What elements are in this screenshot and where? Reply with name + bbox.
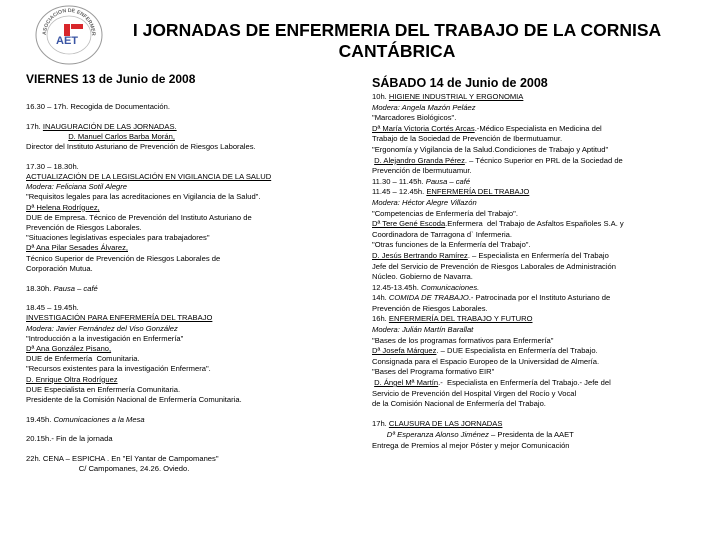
schedule-text: 20.15h.- Fin de la jornada <box>26 434 113 444</box>
schedule-line <box>26 132 346 142</box>
schedule-line <box>26 464 346 474</box>
schedule-text: 18.45 – 19.45h. <box>26 303 79 313</box>
schedule-line <box>26 354 346 364</box>
title-line-2: CANTÁBRICA <box>338 41 456 61</box>
schedule-text: D. Jesús Bertrando Ramírez <box>372 250 468 260</box>
schedule-text: 11.45 – 12.45h. <box>372 187 427 197</box>
schedule-text: D. Alejandro Granda Pérez <box>374 155 465 165</box>
schedule-line <box>372 283 717 294</box>
schedule-text: .- Patrocinada por el Instituto Asturiano de <box>468 293 611 303</box>
schedule-line <box>26 334 346 344</box>
friday-column <box>26 72 346 475</box>
schedule-line <box>26 395 346 405</box>
schedule-text: COMIDA DE TRABAJO <box>388 293 469 303</box>
schedule-line <box>372 166 717 177</box>
spacer <box>26 425 346 435</box>
friday-heading: VIERNES 13 de Junio de 2008 <box>26 72 196 86</box>
schedule-line <box>26 254 346 264</box>
schedule-text: 12.45-13.45h. <box>372 282 421 292</box>
schedule-text: "Bases de los programas formativos para Enfermería" <box>372 335 554 345</box>
schedule-line <box>372 209 717 220</box>
schedule-text: Pausa – café <box>53 283 98 293</box>
schedule-line <box>26 243 346 253</box>
schedule-line <box>372 103 717 114</box>
schedule-text: Dª Josefa Márquez <box>372 346 437 356</box>
schedule-text: ACTUALIZACIÓN DE LA LEGISLACIÓN EN VIGILANCIA DE LA SALUD <box>26 172 272 182</box>
schedule-line <box>372 251 717 262</box>
schedule-text: Trabajo de la Sociedad de Prevención de Ibermutuamur. <box>372 134 563 144</box>
spacer <box>26 112 346 122</box>
schedule-text: CLAUSURA DE LAS JORNADAS <box>388 419 503 429</box>
spacer <box>26 445 346 455</box>
schedule-text: "Requisitos legales para las acreditaciones en Vigilancia de la Salud". <box>26 192 261 202</box>
title-line-1: I JORNADAS DE ENFERMERIA DEL TRABAJO DE LA CORNISA <box>132 20 662 40</box>
schedule-line <box>372 419 717 430</box>
schedule-text: Prevención de Ibermutuamur. <box>372 166 472 176</box>
schedule-text: D. Manuel Carlos Barba Morán, <box>68 131 175 141</box>
schedule-line <box>26 192 346 202</box>
schedule-text: ENFERMERÍA DEL TRABAJO <box>426 187 530 197</box>
schedule-text: DUE de Enfermería Comunitaria. <box>26 354 140 364</box>
spacer <box>26 294 346 304</box>
schedule-line <box>372 134 717 145</box>
schedule-text: Comunicaciones. <box>420 282 480 292</box>
schedule-line <box>372 219 717 230</box>
page-title <box>112 20 682 62</box>
schedule-text: 22h. CENA – ESPICHA . En "El Yantar de Campomanes" <box>26 454 219 464</box>
schedule-line <box>26 434 346 444</box>
schedule-line <box>26 122 346 132</box>
schedule-text: D. Enrique Oltra Rodríguez <box>26 374 118 384</box>
schedule-text: Coordinadora de Tarragona d` Infermeria. <box>372 229 513 239</box>
schedule-text: .- Especialista en Enfermería del Trabajo.- Jefe del <box>438 378 611 388</box>
spacer <box>26 274 346 284</box>
schedule-text: "Situaciones legislativas especiales para trabajadores" <box>26 233 210 243</box>
schedule-line <box>26 223 346 233</box>
schedule-line <box>372 293 717 304</box>
schedule-text: Técnico Superior de Prevención de Riesgos Laborales de <box>26 253 221 263</box>
schedule-line <box>372 240 717 251</box>
schedule-text: INAUGURACIÓN DE LAS JORNADAS. <box>42 121 177 131</box>
schedule-line <box>372 304 717 315</box>
schedule-line <box>372 357 717 368</box>
schedule-text: 17h. <box>372 419 389 429</box>
schedule-text: Servicio de Prevención del Hospital Virgen del Rocío y Vocal <box>372 388 577 398</box>
schedule-text: Dª Ana González Pisano, <box>26 344 112 354</box>
schedule-text: INVESTIGACIÓN PARA ENFERMERÍA DEL TRABAJO <box>26 313 213 323</box>
schedule-line <box>372 441 717 452</box>
schedule-text: . – DUE Especialista en Enfermería del Trabajo. <box>436 346 598 356</box>
spacer <box>26 152 346 162</box>
schedule-text: Dª Ana Pilar Sesades Álvarez, <box>26 243 128 253</box>
schedule-line <box>372 198 717 209</box>
schedule-line <box>26 102 346 112</box>
schedule-line <box>372 314 717 325</box>
schedule-line <box>372 378 717 389</box>
schedule-line <box>372 113 717 124</box>
logo-mark-text: AET <box>56 35 78 47</box>
schedule-line <box>26 162 346 172</box>
schedule-line <box>26 324 346 334</box>
schedule-text: Dª María Victoria Cortés Arcas <box>372 123 475 133</box>
logo-ring-text: ASOCIACION DE ENFERMER <box>41 7 97 36</box>
schedule-line <box>26 344 346 354</box>
schedule-line <box>26 375 346 385</box>
schedule-line <box>372 336 717 347</box>
schedule-text: DUE Especialista en Enfermería Comunitaria. <box>26 384 181 394</box>
saturday-heading: SÁBADO 14 de Junio de 2008 <box>372 76 548 90</box>
schedule-text: 10h. <box>372 92 389 101</box>
schedule-text: Comunicaciones a la Mesa <box>53 414 145 424</box>
schedule-text: .Enfermera del Trabajo de Asfaltos Españoles S.A. y <box>445 219 624 229</box>
schedule-text: 19.45h. <box>26 414 54 424</box>
schedule-line <box>372 346 717 357</box>
schedule-text: Modera: Angela Mazón Peláez <box>372 102 476 112</box>
schedule-line <box>26 454 346 464</box>
schedule-line <box>26 415 346 425</box>
schedule-text: DUE de Empresa. Técnico de Prevención del Instituto Asturiano de <box>26 212 252 222</box>
spacer <box>26 405 346 415</box>
schedule-line <box>26 172 346 182</box>
schedule-text: Consignada para el Espacio Europeo de la Universidad de Almería. <box>372 356 600 366</box>
schedule-text: Prevención de Riesgos Laborales. <box>372 303 488 313</box>
schedule-text: "Ergonomía y Vigilancia de la Salud.Condiciones de Trabajo y Aptitud" <box>372 144 609 154</box>
schedule-line <box>26 364 346 374</box>
schedule-text: HIGIENE INDUSTRIAL Y ERGONOMIA <box>388 92 524 101</box>
schedule-text: . – Especialista en Enfermería del Trabajo <box>467 250 609 260</box>
schedule-line <box>26 213 346 223</box>
schedule-text: Núcleo. Gobierno de Navarra. <box>372 272 473 282</box>
schedule-text: Jefe del Servicio de Prevención de Riesgos Laborales de Administración <box>372 261 616 271</box>
schedule-line <box>372 187 717 198</box>
schedule-line <box>26 182 346 192</box>
schedule-text: 11.30 – 11.45h. <box>372 176 426 186</box>
schedule-text: C/ Campomanes, 24.26. Oviedo. <box>26 464 190 474</box>
schedule-text: 17h. <box>26 121 43 131</box>
schedule-text <box>26 132 68 141</box>
schedule-text: Prevención de Riesgos Laborales. <box>26 223 142 233</box>
schedule-text: ENFERMERÍA DEL TRABAJO Y FUTURO <box>388 314 533 324</box>
aet-logo <box>34 4 104 66</box>
schedule-line <box>372 177 717 188</box>
schedule-text: "Recursos existentes para la investigación Enfermera". <box>26 364 211 374</box>
schedule-text: .-Médico Especialista en Medicina del <box>474 123 602 133</box>
schedule-text: Pausa – café <box>425 176 471 186</box>
schedule-text: Modera: Héctor Alegre Villazón <box>372 197 477 207</box>
schedule-line <box>372 262 717 273</box>
schedule-text: – Presidenta de la AAET <box>488 429 574 439</box>
schedule-line <box>26 284 346 294</box>
spacer <box>372 410 717 420</box>
schedule-text: Presidente de la Comisión Nacional de Enfermería Comunitaria. <box>26 395 242 405</box>
schedule-text: Dª Tere Gené Escoda <box>372 219 446 229</box>
schedule-text: Corporación Mutua. <box>26 263 93 273</box>
schedule-text: 16.30 – 17h. Recogida de Documentación. <box>26 102 170 111</box>
schedule-line <box>26 385 346 395</box>
friday-schedule <box>26 102 346 475</box>
schedule-line <box>26 203 346 213</box>
schedule-text: "Otras funciones de la Enfermería del Trabajo". <box>372 240 531 250</box>
schedule-line <box>26 264 346 274</box>
schedule-text: 18.30h. <box>26 283 54 293</box>
schedule-line <box>372 230 717 241</box>
schedule-line <box>26 313 346 323</box>
schedule-text: "Introducción a la investigación en Enfermería" <box>26 333 184 343</box>
schedule-line <box>26 142 346 152</box>
schedule-line <box>372 399 717 410</box>
schedule-line <box>372 156 717 167</box>
schedule-text: 14h. <box>372 293 389 303</box>
schedule-text: Director del Instituto Asturiano de Prevención de Riesgos Laborales. <box>26 142 256 152</box>
schedule-text: Modera: Javier Fernández del Viso González <box>26 323 178 333</box>
schedule-text: "Competencias de Enfermería del Trabajo". <box>372 208 518 218</box>
schedule-line <box>26 233 346 243</box>
schedule-line <box>372 367 717 378</box>
schedule-line <box>372 92 717 103</box>
schedule-text: . – Técnico Superior en PRL de la Sociedad de <box>464 155 623 165</box>
schedule-text: 16h. <box>372 314 389 324</box>
schedule-text: D. Ángel Mª Martín <box>374 378 439 388</box>
saturday-column <box>372 72 717 451</box>
schedule-text: Entrega de Premios al mejor Póster y mejor Comunicación <box>372 440 570 450</box>
schedule-line <box>26 303 346 313</box>
schedule-text: "Bases del Programa formativo EIR" <box>372 367 495 377</box>
schedule-text: 17.30 – 18.30h. <box>26 161 79 171</box>
schedule-text: Dª Helena Rodríguez, <box>26 202 100 212</box>
schedule-line <box>372 272 717 283</box>
schedule-text: Modera: Feliciana Sotil Alegre <box>26 182 128 192</box>
schedule-text: Modera: Julián Martín Barallat <box>372 325 474 335</box>
schedule-text: de la Comisión Nacional de Enfermería del Trabajo. <box>372 399 546 409</box>
saturday-schedule <box>372 92 717 451</box>
schedule-line <box>372 389 717 400</box>
schedule-line <box>372 325 717 336</box>
schedule-text <box>372 430 387 439</box>
schedule-text: "Marcadores Biológicos". <box>372 113 457 123</box>
schedule-line <box>372 430 717 441</box>
schedule-line <box>372 145 717 156</box>
schedule-line <box>372 124 717 135</box>
schedule-text: Dª Esperanza Alonso Jiménez <box>386 429 489 439</box>
